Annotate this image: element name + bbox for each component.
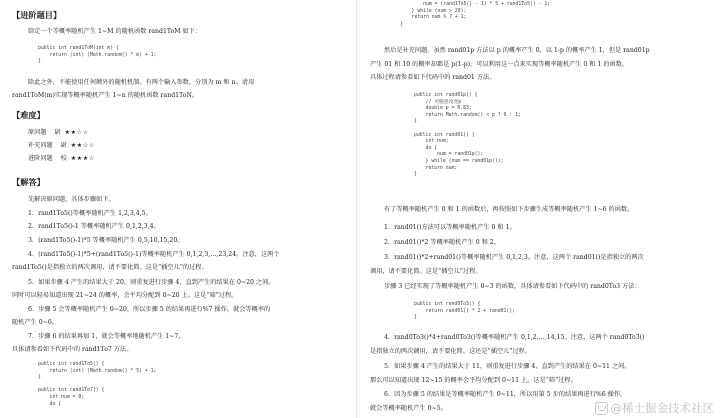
difficulty-level: 尉 (60, 142, 67, 149)
watermark (595, 400, 715, 416)
difficulty-row (28, 155, 95, 164)
difficulty-label: 补充问题 (28, 142, 53, 149)
supplement-paragraph-1c: 具体过程请参看如下代码中的 rand01 方法。 (370, 74, 496, 81)
step-line: 7．步骤 6 的结果再加 1，就会等概率地随机产生 1~7。 (28, 333, 185, 340)
list-line: 3．rand01()*2+rand01()等概率随机产生 0,1,2,3。注意，这两个 rand01()是指独立的两次 (384, 254, 644, 261)
advanced-heading: 【进阶题目】 (12, 10, 62, 20)
list-line: 6．因为步骤 5 的结果是等概率随机产生 0~11，所以用第 5 步的结果再进行%6 操作， (384, 391, 627, 398)
advanced-paragraph-1: 给定一个等概率随机产生 1~M 的随机函数 rand1ToM 如下： (28, 28, 202, 35)
step-line: 同时可以轻易知道出现 21~24 的概率，会平均分配到 0~20 上。这是“筛”过程。 (12, 292, 238, 299)
list-line: 2．rand01()*2 等概率随机产生 0 和 2。 (384, 239, 500, 246)
code-rand01: public int rand01p() { // 可随意改变p double p = 0.83; return Math.random() < p ? 0 : 1; } public int rand01() { int num; do { num = rand01p(); } while (num == rand01p()); return num; } (414, 93, 521, 178)
step-line: rand1To5()是指独立的两次调用，请不要化简。这是“插空儿”的过程。 (12, 264, 208, 271)
advanced-paragraph-2a: 除此之外，不能使用任何额外的随机机制。有两个输入参数，分别为 m 和 n。请用 (28, 79, 255, 86)
step-line: 1．rand1To5()等概率随机产生 1,2,3,4,5。 (28, 210, 152, 217)
supplement-paragraph-1a: 然后是补充问题。虽然 rand01p 方法以 p 的概率产生 0，以 1-p 的概率产生 1，但是 rand01p (384, 47, 650, 54)
list-line: 5．如果步骤 4 产生的结果大于 11，则重复进行步骤 4，直到产生的结果在 0~11 之间。 (384, 363, 631, 370)
page-divider (356, 0, 357, 418)
difficulty-label: 原问题 (28, 129, 47, 136)
code-rand1To7-tail: num = (rand1To5() - 1) * 5 + rand1To5() - 1; } while (num > 20); return num % 7 + 1; } (400, 2, 551, 27)
code-rand1To7: public int rand1To5() { return (int) (Math.random() * 5) + 1; } public int rand1To7() { int num = 0; do { (38, 362, 157, 407)
step-line: 4．(rand1To5()-1)*5+(rand1To5()-1)等概率随机产生 0,1,2,3,…,23,24。注意，这两个 (28, 251, 280, 258)
difficulty-stars: ★★★☆ (70, 155, 95, 162)
list-line: 调用，请不要化简。这是“插空儿”过程。 (370, 268, 482, 275)
difficulty-level: 校 (60, 155, 67, 162)
difficulty-row (28, 142, 95, 151)
answer-heading: 【解答】 (12, 177, 45, 187)
difficulty-row (28, 129, 89, 138)
code-rand1ToM: public int rand1ToM(int m) { return (int) (Math.random() * m) + 1; } (38, 46, 157, 65)
difficulty-stars: ★★☆☆ (64, 129, 89, 136)
difficulty-label: 进阶问题 (28, 155, 53, 162)
step-line: 3．(rand1To5()-1)*5 等概率随机产生 0,5,10,15,20。 (28, 237, 184, 244)
list-line: 4．rand0To3()*4+rand0To3()等概率随机产生 0,1,2,…,14,15。注意，这两个 rand0To3() (384, 334, 645, 341)
step-line: 2．rand1To5()-1 等概率随机产生 0,1,2,3,4。 (28, 223, 160, 230)
list-line: 那么可以知道出现 12~15 的概率会平均分配到 0~11 上。这是“筛”过程。 (370, 377, 577, 384)
watermark-text: @稀土掘金技术社区 (610, 401, 714, 415)
difficulty-heading: 【难度】 (12, 110, 45, 120)
step-line: 随机产生 0~6。 (12, 319, 58, 326)
step-line: 具体请参看如下代码中的 rand1To7 方法。 (12, 346, 133, 353)
right-page (362, 0, 720, 418)
difficulty-level: 尉 (54, 129, 61, 136)
list-line: 步骤 3 已经实现了等概率随机产生 0~3 的函数，具体请参看如下代码中的 rand0To3 方法： (384, 283, 641, 290)
juejin-logo-icon (595, 402, 608, 415)
list-line: 1．rand01()方法可以等概率随机产生 0 和 1。 (384, 224, 516, 231)
answer-intro: 先解决原问题，具体步骤如下。 (28, 196, 115, 203)
left-page (0, 0, 352, 418)
step-line: 6．步骤 5 会等概率随机产生 0~20，所以步骤 5 的结果再进行%7 操作，就会等概率的 (28, 306, 271, 313)
list-line: 是指独立的两次调用，请不要化简。这还是“插空儿”过程。 (370, 348, 532, 355)
difficulty-stars: ★★☆☆ (70, 142, 95, 149)
list-line: 就会等概率随机产生 0~5。 (370, 405, 447, 412)
supplement-paragraph-1b: 产生 01 和 10 的概率却都是 p(1-p)，可以利用这一点来实现等概率随机产生 0 和 1 的函数。 (370, 61, 629, 68)
step-line: 5．如果步骤 4 产生的结果大于 20，则重复进行步骤 4，直到产生的结果在 0~20 之间。 (28, 279, 275, 286)
supplement-paragraph-2: 有了等概率随机产生 0 和 1 的函数后，再按照如下步骤生成等概率随机产生 1~6 的函数。 (384, 206, 634, 213)
advanced-paragraph-2b: rand1ToM(m)实现等概率随机产生 1~n 的随机函数 rand1ToN。 (12, 92, 199, 99)
code-rand0To3: public int rand0To3() { return rand01() * 2 + rand01(); } (414, 302, 516, 321)
